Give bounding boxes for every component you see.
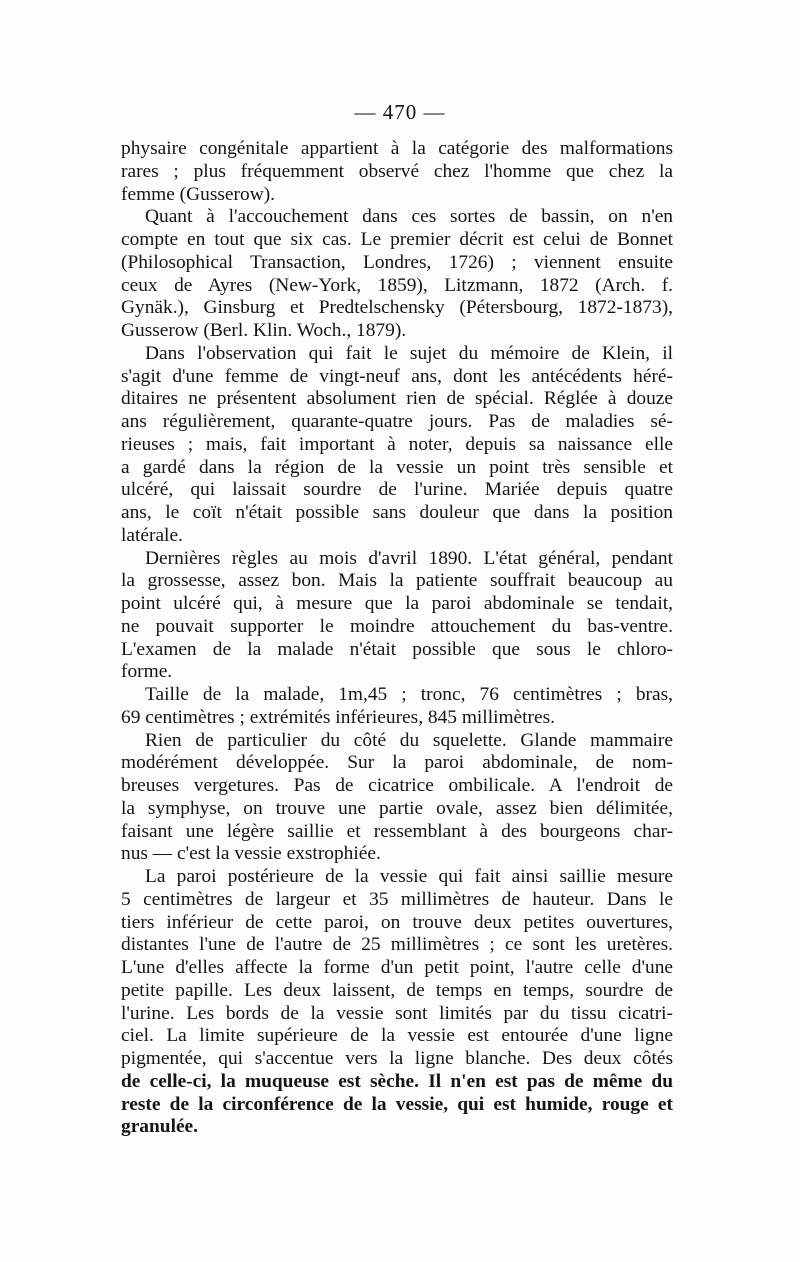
text-line: 5 centimètres de largeur et 35 millimètres de hauteur. Dans le [121, 888, 673, 910]
page-number: — 470 — [354, 100, 446, 124]
text-line: reste de la circonférence de la vessie, qui est humide, rouge et [121, 1093, 673, 1115]
text-line: femme (Gusserow). [121, 183, 275, 205]
text-line: Gynäk.), Ginsburg et Predtelschensky (Pétersbourg, 1872-1873), [121, 297, 673, 319]
text-line: rieuses ; mais, fait important à noter, depuis sa naissance elle [121, 433, 673, 455]
text-line: forme. [121, 661, 173, 683]
text-line: La paroi postérieure de la vessie qui fait ainsi saillie mesure [145, 866, 673, 887]
body-text [121, 138, 673, 1139]
text-line: l'urine. Les bords de la vessie sont limités par du tissu cicatri- [121, 1002, 673, 1024]
text-line: Taille de la malade, 1m,45 ; tronc, 76 centimètres ; bras, [145, 684, 673, 705]
text-line: a gardé dans la région de la vessie un point très sensible et [121, 456, 673, 478]
text-line: tiers inférieur de cette paroi, on trouve deux petites ouvertures, [121, 911, 673, 933]
text-line: la grossesse, assez bon. Mais la patiente souffrait beaucoup au [121, 570, 673, 592]
text-line: latérale. [121, 524, 183, 546]
text-line: faisant une légère saillie et ressemblant à des bourgeons char- [121, 820, 673, 842]
text-line: nus — c'est la vessie exstrophiée. [121, 843, 381, 865]
text-line: breuses vergetures. Pas de cicatrice ombilicale. A l'endroit de [121, 775, 673, 796]
text-line: 69 centimètres ; extrémités inférieures, 845 millimètres. [121, 706, 555, 728]
text-line: ditaires ne présentent absolument rien de spécial. Réglée à douze [121, 388, 673, 410]
text-line: ciel. La limite supérieure de la vessie est entourée d'une ligne [121, 1025, 673, 1047]
text-line: point ulcéré qui, à mesure que la paroi abdominale se tendait, [121, 593, 673, 614]
text-line: compte en tout que six cas. Le premier décrit est celui de Bonnet [121, 229, 673, 250]
text-line: ulcéré, qui laissait sourdre de l'urine. Mariée depuis quatre [121, 479, 673, 501]
text-line: ans régulièrement, quarante-quatre jours. Pas de maladies sé- [121, 411, 673, 432]
text-line: ne pouvait supporter le moindre attouchement du bas-ventre. [121, 615, 673, 637]
text-line: distantes l'une de l'autre de 25 millimètres ; ce sont les uretères. [121, 934, 673, 956]
text-line: Rien de particulier du côté du squelette. Glande mammaire [145, 729, 673, 751]
text-line: s'agit d'une femme de vingt-neuf ans, dont les antécédents héré- [121, 365, 673, 387]
text-line: Dernières règles au mois d'avril 1890. L'état général, pendant [145, 547, 673, 569]
text-line: pigmentée, qui s'accentue vers la ligne blanche. Des deux côtés [121, 1048, 673, 1069]
text-line: ceux de Ayres (New-York, 1859), Litzmann, 1872 (Arch. f. [121, 274, 673, 296]
text-line: L'une d'elles affecte la forme d'un petit point, l'autre celle d'une [121, 957, 673, 978]
text-line: rares ; plus fréquemment observé chez l'homme que chez la [121, 160, 673, 182]
text-line: la symphyse, on trouve une partie ovale, assez bien délimitée, [121, 797, 673, 819]
text-line: L'examen de la malade n'était possible que sous le chloro- [121, 638, 673, 660]
text-line: Dans l'observation qui fait le sujet du mémoire de Klein, il [145, 342, 673, 364]
text-line: (Philosophical Transaction, Londres, 1726) ; viennent ensuite [121, 251, 673, 273]
text-line: granulée. [121, 1116, 199, 1138]
text-line: de celle-ci, la muqueuse est sèche. Il n'en est pas de même du [121, 1070, 673, 1092]
text-line: Gusserow (Berl. Klin. Woch., 1879). [121, 320, 407, 341]
text-line: modérément développée. Sur la paroi abdominale, de nom- [121, 752, 673, 774]
text-line: physaire congénitale appartient à la catégorie des malformations [121, 138, 673, 159]
text-line: Quant à l'accouchement dans ces sortes de bassin, on n'en [145, 206, 673, 228]
text-line: ans, le coït n'était possible sans douleur que dans la position [121, 502, 673, 523]
text-line: petite papille. Les deux laissent, de temps en temps, sourdre de [121, 979, 673, 1001]
